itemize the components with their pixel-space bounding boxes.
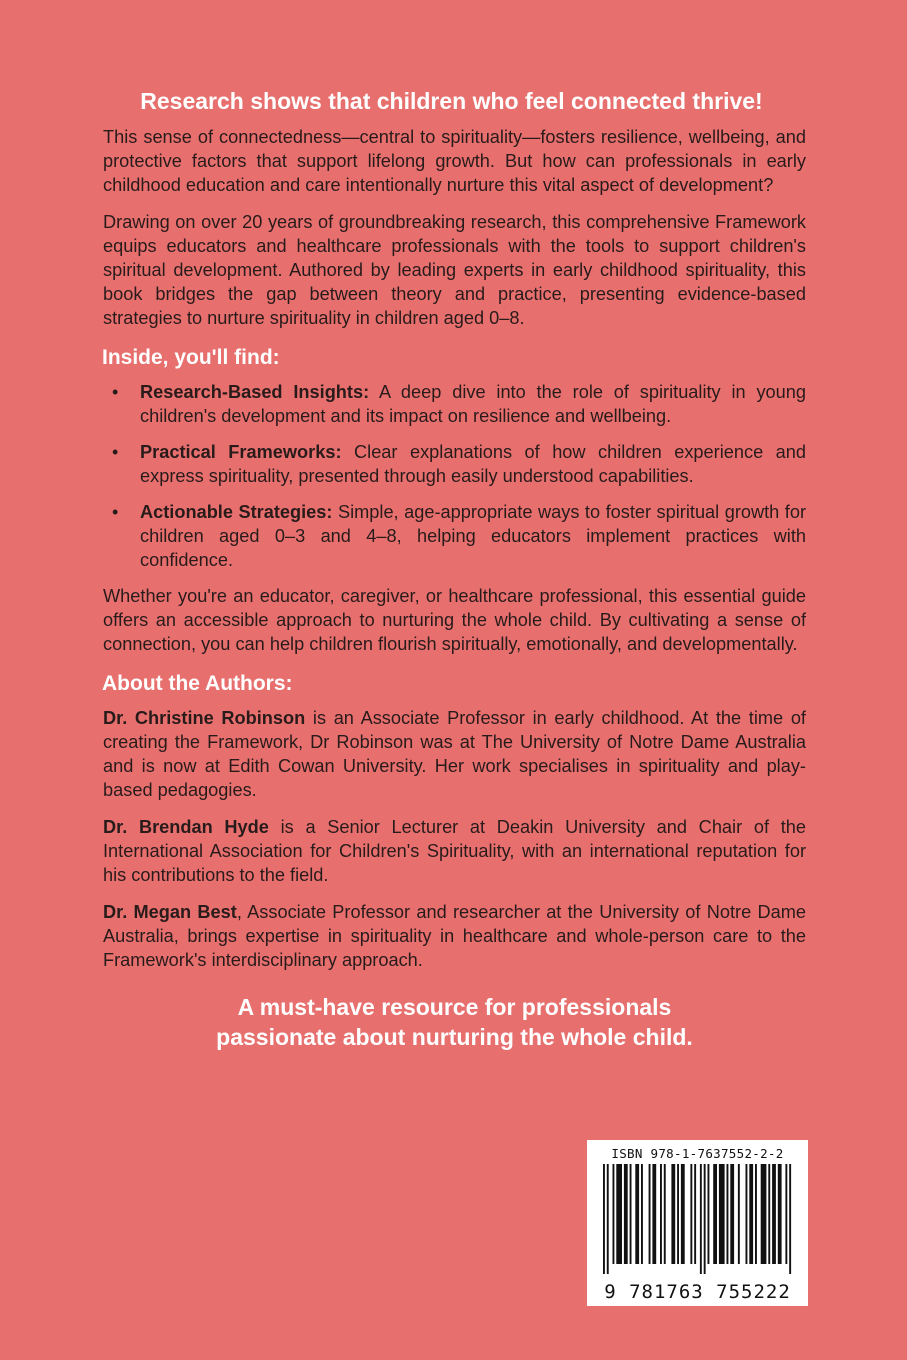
- barcode-number: 9 781763 755222: [604, 1281, 791, 1303]
- barcode-bar: [778, 1164, 782, 1264]
- list-item: [103, 440, 806, 488]
- barcode-bar: [613, 1164, 615, 1264]
- list-item-title: Research-Based Insights:: [140, 382, 370, 402]
- barcode-bar: [727, 1164, 729, 1264]
- list-item: [103, 500, 806, 572]
- list-item-title: Practical Frameworks:: [140, 442, 342, 462]
- barcode-bar: [607, 1164, 609, 1274]
- barcode-bar: [681, 1164, 685, 1264]
- author-bio: [103, 706, 806, 802]
- barcode-bar: [677, 1164, 679, 1264]
- author-bio-text: is an Associate Professor in early childhood. At the time of creating the Framework, Dr Robinson was at The University of Notre Dame Australia and is now at Edith Cowan University. Her work specialises in spirituality and play-based pedagogies.: [103, 708, 806, 800]
- authors-heading: About the Authors:: [102, 672, 293, 695]
- list-item-text: A deep dive into the role of spirituality in young children's development and its impact on resilience and wellbeing.: [140, 382, 806, 426]
- barcode-bar: [671, 1164, 675, 1264]
- barcode-bar: [690, 1164, 692, 1264]
- author-bio-text: , Associate Professor and researcher at the University of Notre Dame Australia, brings expertise in spirituality in healthcare and whole-person care to the Framework's interdisciplinary approach.: [103, 902, 806, 970]
- author-name: Dr. Christine Robinson: [103, 708, 306, 728]
- barcode-bar: [708, 1164, 710, 1264]
- barcode-bar: [641, 1164, 643, 1264]
- author-bio-text: is a Senior Lecturer at Deakin University and Chair of the International Association for Children's Spirituality, with an international reputation for his contributions to the field.: [103, 817, 806, 885]
- barcode-bar: [789, 1164, 791, 1274]
- barcode-bar: [630, 1164, 632, 1264]
- list-item-text: Clear explanations of how children experience and express spirituality, presented through easily understood capabilities.: [140, 442, 806, 486]
- barcode-bar: [649, 1164, 651, 1264]
- barcode-bar: [616, 1164, 622, 1264]
- summary-paragraph: Whether you're an educator, caregiver, or healthcare professional, this essential guide offers an accessible approach to nurturing the whole child. By cultivating a sense of connection, you can help children flourish spiritually, emotionally, and developmentally.: [103, 586, 806, 654]
- barcode-bar: [761, 1164, 767, 1264]
- author-bio: [103, 815, 806, 887]
- closing-line-1: A must-have resource for professionals: [237, 994, 672, 1020]
- headline: Research shows that children who feel connected thrive!: [140, 88, 763, 114]
- barcode-bar: [746, 1164, 748, 1264]
- barcode-bar: [694, 1164, 696, 1264]
- author-name: Dr. Megan Best: [103, 902, 237, 922]
- author-name: Dr. Brendan Hyde: [103, 817, 269, 837]
- list-item-title: Actionable Strategies:: [140, 502, 333, 522]
- barcode-bar: [785, 1164, 787, 1264]
- inside-list: [103, 380, 806, 572]
- back-cover-content: [103, 88, 806, 1052]
- barcode-bar: [660, 1164, 662, 1264]
- barcode-bar: [652, 1164, 656, 1264]
- bullet-icon: •: [112, 382, 119, 402]
- closing-line-2: passionate about nurturing the whole child.: [216, 1024, 693, 1050]
- bullet-icon: •: [112, 502, 119, 522]
- barcode-bar: [719, 1164, 725, 1264]
- barcode-bar: [704, 1164, 706, 1274]
- barcode-bar: [713, 1164, 717, 1264]
- bullet-icon: •: [112, 442, 119, 462]
- barcode-icon: [587, 1164, 808, 1274]
- barcode-bar: [730, 1164, 734, 1264]
- intro-paragraph-1: This sense of connectedness—central to spirituality—fosters resilience, wellbeing, and protective factors that support lifelong growth. But how can professionals in early childhood education and care intentionally nurture this vital aspect of development?: [103, 127, 806, 195]
- barcode-bar: [624, 1164, 628, 1264]
- closing-statement: [103, 992, 806, 1052]
- author-bio: [103, 900, 806, 972]
- barcode-bar: [755, 1164, 757, 1264]
- barcode-bar: [768, 1164, 770, 1264]
- barcode-bar: [749, 1164, 753, 1264]
- isbn-barcode: [587, 1140, 808, 1306]
- inside-heading: Inside, you'll find:: [102, 346, 280, 369]
- barcode-bar: [635, 1164, 639, 1264]
- list-item: [103, 380, 806, 428]
- barcode-bar: [664, 1164, 666, 1264]
- barcode-bar: [603, 1164, 605, 1274]
- list-item-text: Simple, age-appropriate ways to foster spiritual growth for children aged 0–3 and 4–8, helping educators implement practices with confidence.: [140, 502, 807, 570]
- intro-paragraph-2: Drawing on over 20 years of groundbreaking research, this comprehensive Framework equips educators and healthcare professionals with the tools to support children's spiritual development. Authored by leading experts in early childhood spirituality, this book bridges the gap between theory and practice, presenting evidence-based strategies to nurture spirituality in children aged 0–8.: [103, 212, 806, 328]
- isbn-label: ISBN 978-1-7637552-2-2: [611, 1146, 784, 1161]
- barcode-bar: [738, 1164, 740, 1264]
- barcode-bar: [772, 1164, 776, 1264]
- barcode-bar: [700, 1164, 702, 1274]
